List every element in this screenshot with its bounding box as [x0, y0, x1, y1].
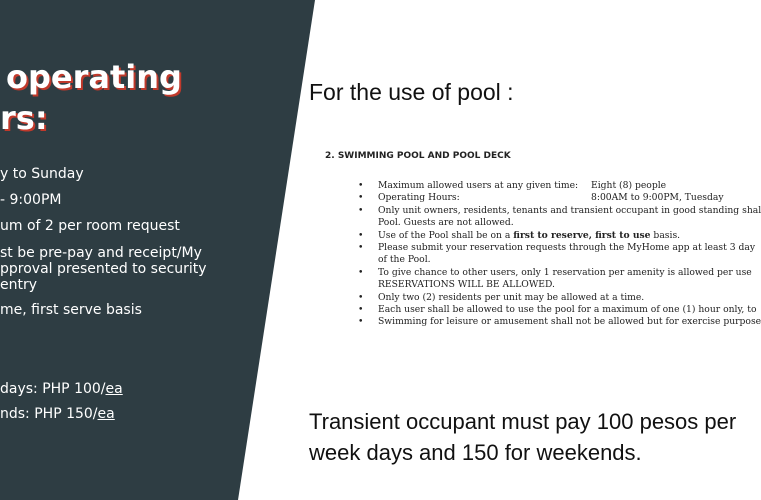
prepay-line2: pproval presented to security: [0, 261, 207, 277]
rules-list: [358, 180, 761, 329]
transient-fee-note: [309, 406, 736, 468]
rule-item: [358, 205, 761, 230]
max-per-room: um of 2 per room request: [0, 218, 180, 234]
rule-text-cont: of the Pool.: [378, 254, 431, 266]
prepay-line3: entry: [0, 277, 38, 293]
rule-text: Swimming for leisure or amusement shall not be allowed but for exercise purpose: [378, 316, 761, 328]
rule-text: To give chance to other users, only 1 reservation per amenity is allowed per use: [378, 266, 752, 278]
rule-item: [358, 230, 761, 242]
rule-item: [358, 242, 761, 267]
rule-text: Only two (2) residents per unit may be allowed at a time.: [378, 291, 645, 303]
rule-text: Maximum allowed users at any given time:: [378, 180, 579, 191]
rule-item: [358, 267, 761, 292]
rule-item: [358, 180, 761, 192]
rule-item: [358, 316, 761, 328]
slide-heading-line2: rs:: [0, 99, 48, 137]
weekday-fee: [0, 381, 123, 397]
transient-fee-line1: Transient occupant must pay 100 pesos per: [309, 409, 737, 434]
rule-text: Use of the Pool shall be on a: [378, 229, 514, 241]
rule-text-cont: RESERVATIONS WILL BE ALLOWED.: [378, 279, 555, 291]
rule-item: [358, 192, 761, 204]
unit-ea: ea: [97, 406, 115, 422]
rule-item: [358, 304, 761, 316]
weekend-fee-text: nds: PHP 150/ea: [0, 406, 115, 422]
rule-text: Please submit your reservation requests through the MyHome app at least 3 day: [378, 242, 756, 254]
schedule-days: y to Sunday: [0, 166, 84, 182]
rule-text: Each user shall be allowed to use the pool for a maximum of one (1) hour only, to: [378, 304, 757, 316]
pool-use-title: For the use of pool :: [309, 79, 514, 105]
rule-text-end: basis.: [650, 229, 681, 241]
slide-heading-line1: operating: [6, 58, 182, 96]
rule-value: 8:00AM to 9:00PM, Tuesday: [591, 192, 724, 204]
transient-fee-line2: week days and 150 for weekends.: [309, 440, 642, 465]
weekend-fee: [0, 406, 115, 422]
rule-bold: first to reserve, first to use: [513, 229, 651, 241]
doc-section-heading: 2. SWIMMING POOL AND POOL DECK: [325, 151, 511, 161]
rule-value: Eight (8) people: [591, 180, 667, 191]
first-come-line: me, first serve basis: [0, 302, 142, 318]
rule-text: Operating Hours:: [378, 192, 460, 204]
schedule-hours: - 9:00PM: [0, 192, 62, 208]
rule-text: Only unit owners, residents, tenants and transient occupant in good standing shal: [378, 204, 761, 216]
prepay-line1: st be pre-pay and receipt/My: [0, 245, 202, 261]
rule-item: [358, 292, 761, 304]
weekday-fee-text: days: PHP 100/ea: [0, 381, 123, 397]
rule-text-cont: Pool. Guests are not allowed.: [378, 217, 514, 229]
unit-ea: ea: [105, 381, 123, 397]
